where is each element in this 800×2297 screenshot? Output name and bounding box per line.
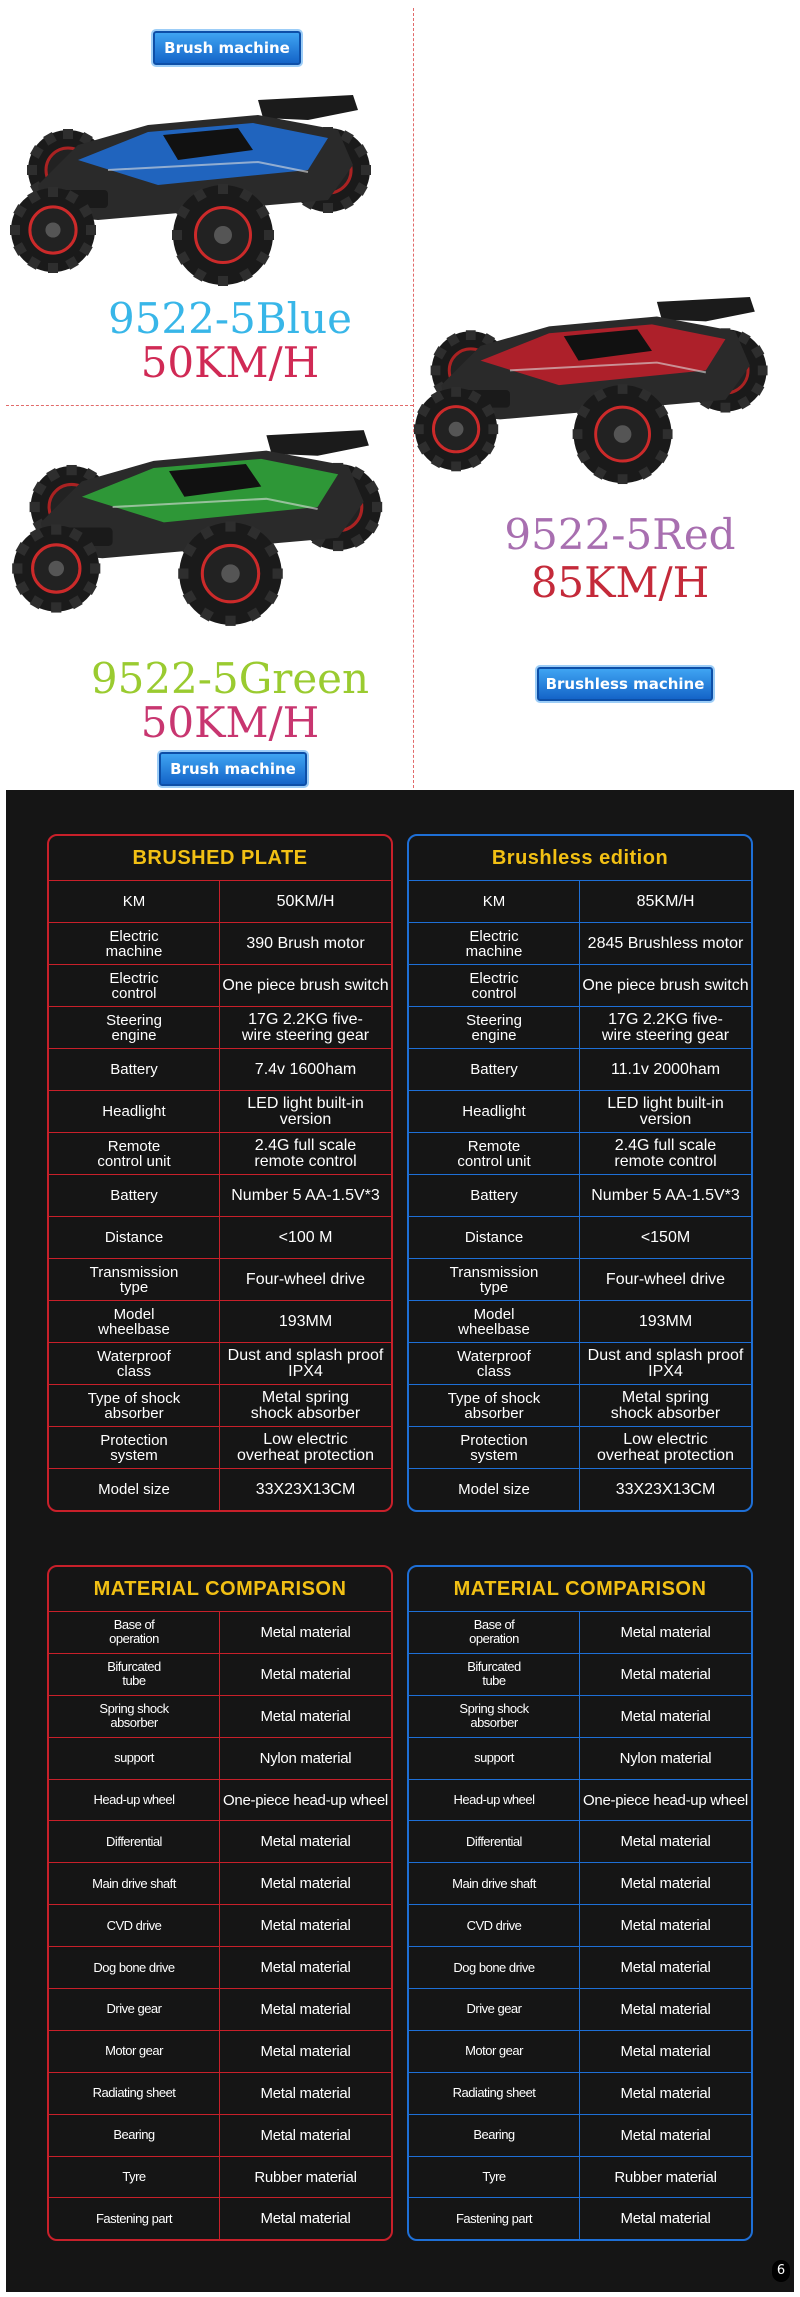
tire-tread <box>414 424 424 434</box>
row-value: Metal material <box>580 1820 751 1862</box>
row-value: Number 5 AA-1.5V*3 <box>220 1174 391 1216</box>
row-value: Metal material <box>220 2072 391 2114</box>
row-value: Metal material <box>220 1611 391 1653</box>
row-label: Head-up wheel <box>49 1779 220 1821</box>
row-label: Electric machine <box>49 922 220 964</box>
tire-tread <box>573 429 583 439</box>
row-label: Fastening part <box>49 2197 220 2239</box>
table-row <box>49 2072 391 2114</box>
table-row <box>49 2114 391 2156</box>
tire-tread <box>466 330 476 340</box>
row-value: 33X23X13CM <box>580 1468 751 1510</box>
tire-tread <box>48 187 58 197</box>
tire-tread <box>372 502 382 512</box>
row-label: Battery <box>49 1048 220 1090</box>
row-value: Metal material <box>580 1653 751 1695</box>
row-value: 50KM/H <box>220 880 391 922</box>
tire-tread <box>323 203 333 213</box>
row-label: Dog bone drive <box>409 1946 580 1988</box>
row-label: Battery <box>409 1048 580 1090</box>
row-value: Metal material <box>580 1946 751 1988</box>
table-row <box>49 1384 391 1426</box>
row-label: Differential <box>49 1820 220 1862</box>
table-row <box>49 1820 391 1862</box>
row-value: Metal material <box>580 2072 751 2114</box>
tire-tread <box>67 465 77 475</box>
tire-tread <box>264 230 274 240</box>
row-label: Main drive shaft <box>49 1862 220 1904</box>
tire-tread <box>51 602 61 612</box>
row-label: Dog bone drive <box>49 1946 220 1988</box>
table-row <box>49 1258 391 1300</box>
tire-tread <box>48 263 58 273</box>
product-name-blue: 9522-5Blue <box>107 294 352 343</box>
badge-brushless-machine-red: Brushless machine <box>537 667 713 701</box>
row-value: Metal material <box>220 1820 391 1862</box>
row-label: KM <box>409 880 580 922</box>
row-value: 11.1v 2000ham <box>580 1048 751 1090</box>
badge-brush-machine-blue: Brush machine <box>153 31 301 65</box>
table-row <box>409 1946 751 1988</box>
row-value: LED light built-in version <box>220 1090 391 1132</box>
row-value: Low electric overheat protection <box>220 1426 391 1468</box>
row-label: Transmission type <box>409 1258 580 1300</box>
table-row <box>409 1426 751 1468</box>
table-row <box>49 1946 391 1988</box>
tire-tread <box>178 569 188 579</box>
table-row <box>409 1132 751 1174</box>
table-row <box>49 1300 391 1342</box>
row-value: Nylon material <box>220 1737 391 1779</box>
row-label: Type of shock absorber <box>49 1384 220 1426</box>
table-row <box>409 1342 751 1384</box>
table-row <box>409 880 751 922</box>
row-value: 390 Brush motor <box>220 922 391 964</box>
spec-table-brushed <box>47 834 393 1512</box>
tire-tread <box>225 616 235 626</box>
row-value: 2845 Brushless motor <box>580 922 751 964</box>
table-row <box>49 1862 391 1904</box>
table-title: Brushless edition <box>491 846 669 869</box>
tire-tread <box>361 165 371 175</box>
row-label: Bearing <box>409 2114 580 2156</box>
table-row <box>409 1820 751 1862</box>
rear-spoiler <box>266 430 369 456</box>
table-row <box>409 2197 751 2239</box>
table-row <box>49 1695 391 1737</box>
table-row <box>409 1258 751 1300</box>
row-value: Metal spring shock absorber <box>580 1384 751 1426</box>
row-value: Dust and splash proof IPX4 <box>580 1342 751 1384</box>
table-row <box>49 1988 391 2030</box>
table-row <box>409 922 751 964</box>
row-label: Transmission type <box>49 1258 220 1300</box>
car-image-blue <box>8 90 398 290</box>
row-value: One-piece head-up wheel <box>580 1779 751 1821</box>
table-title: BRUSHED PLATE <box>132 846 308 869</box>
table-row <box>409 1779 751 1821</box>
tire-tread <box>27 165 37 175</box>
tire-tread <box>86 225 96 235</box>
row-value: One-piece head-up wheel <box>220 1779 391 1821</box>
row-value: LED light built-in version <box>580 1090 751 1132</box>
table-row <box>49 1779 391 1821</box>
row-label: Waterproof class <box>49 1342 220 1384</box>
wheel-hub <box>449 422 464 437</box>
table-row <box>409 2156 751 2198</box>
row-value: Metal material <box>580 1988 751 2030</box>
row-value: Metal material <box>220 1904 391 1946</box>
table-row <box>409 1468 751 1510</box>
row-value: 2.4G full scale remote control <box>220 1132 391 1174</box>
row-value: Four-wheel drive <box>220 1258 391 1300</box>
wheel-hub <box>49 561 64 576</box>
product-speed-green: 50KM/H <box>140 698 320 747</box>
row-label: Fastening part <box>409 2197 580 2239</box>
spec-section <box>6 790 794 2292</box>
row-label: Radiating sheet <box>49 2072 220 2114</box>
row-label: Bifurcated tube <box>49 1653 220 1695</box>
tire-tread <box>30 502 40 512</box>
product-speed-red: 85KM/H <box>530 558 710 607</box>
table-row <box>49 1006 391 1048</box>
tire-tread <box>431 366 441 376</box>
tire-tread <box>758 366 768 376</box>
spec-table-brushless <box>407 834 753 1512</box>
table-row <box>409 964 751 1006</box>
row-label: Protection system <box>409 1426 580 1468</box>
table-row <box>49 1174 391 1216</box>
row-value: Metal material <box>580 2114 751 2156</box>
tire-tread <box>451 462 461 472</box>
row-value: Metal material <box>580 2197 751 2239</box>
row-label: Model size <box>409 1468 580 1510</box>
row-label: Drive gear <box>409 1988 580 2030</box>
row-value: Metal material <box>220 1988 391 2030</box>
row-label: Base of operation <box>409 1611 580 1653</box>
row-value: Nylon material <box>580 1737 751 1779</box>
table-row <box>409 1988 751 2030</box>
rear-spoiler <box>657 297 755 321</box>
badge-brush-machine-green: Brush machine <box>159 752 307 786</box>
row-label: Head-up wheel <box>409 1779 580 1821</box>
row-value: Metal material <box>580 2030 751 2072</box>
row-label: CVD drive <box>409 1904 580 1946</box>
row-label: Base of operation <box>49 1611 220 1653</box>
row-value: One piece brush switch <box>580 964 751 1006</box>
tire-tread <box>663 429 673 439</box>
row-value: Metal material <box>220 1946 391 1988</box>
row-label: Tyre <box>409 2156 580 2198</box>
table-row <box>409 1216 751 1258</box>
table-row <box>409 1300 751 1342</box>
row-value: Dust and splash proof IPX4 <box>220 1342 391 1384</box>
row-value: Metal material <box>220 1695 391 1737</box>
row-label: Model size <box>49 1468 220 1510</box>
row-value: Metal material <box>220 2197 391 2239</box>
row-value: 2.4G full scale remote control <box>580 1132 751 1174</box>
wheel-hub <box>45 222 60 237</box>
row-value: 17G 2.2KG five- wire steering gear <box>220 1006 391 1048</box>
row-label: Electric control <box>49 964 220 1006</box>
row-label: Radiating sheet <box>409 2072 580 2114</box>
divider-horizontal <box>6 405 413 406</box>
row-value: Metal material <box>220 1653 391 1695</box>
row-label: support <box>49 1737 220 1779</box>
table-row <box>409 1174 751 1216</box>
row-value: 193MM <box>580 1300 751 1342</box>
row-label: Distance <box>409 1216 580 1258</box>
table-row <box>49 1904 391 1946</box>
row-label: Headlight <box>409 1090 580 1132</box>
row-label: Motor gear <box>49 2030 220 2072</box>
row-value: Rubber material <box>220 2156 391 2198</box>
tire-tread <box>618 474 628 484</box>
tire-tread <box>618 384 628 394</box>
table-row <box>409 1048 751 1090</box>
table-row <box>409 2030 751 2072</box>
table-row <box>49 1468 391 1510</box>
row-label: Tyre <box>49 2156 220 2198</box>
row-label: support <box>409 1737 580 1779</box>
product-name-green: 9522-5Green <box>90 654 370 703</box>
tire-tread <box>218 276 228 286</box>
table-row <box>409 1862 751 1904</box>
row-value: Metal material <box>220 2114 391 2156</box>
table-row <box>49 1090 391 1132</box>
tire-tread <box>172 230 182 240</box>
row-value: 193MM <box>220 1300 391 1342</box>
row-label: Spring shock absorber <box>49 1695 220 1737</box>
table-title: MATERIAL COMPARISON <box>93 1577 347 1600</box>
table-row <box>49 1342 391 1384</box>
row-label: Main drive shaft <box>409 1862 580 1904</box>
row-value: 85KM/H <box>580 880 751 922</box>
table-row <box>409 1904 751 1946</box>
row-value: <100 M <box>220 1216 391 1258</box>
car-image-green <box>10 425 410 630</box>
row-label: Distance <box>49 1216 220 1258</box>
row-label: Bearing <box>49 2114 220 2156</box>
table-row <box>49 1048 391 1090</box>
table-row <box>49 880 391 922</box>
row-label: Type of shock absorber <box>409 1384 580 1426</box>
table-row <box>49 1426 391 1468</box>
table-row <box>409 2114 751 2156</box>
row-label: Battery <box>409 1174 580 1216</box>
row-value: 33X23X13CM <box>220 1468 391 1510</box>
table-row <box>409 1384 751 1426</box>
tire-tread <box>63 129 73 139</box>
row-label: Steering engine <box>49 1006 220 1048</box>
tire-tread <box>218 184 228 194</box>
wheel-hub <box>221 564 239 582</box>
table-row <box>409 1737 751 1779</box>
table-row <box>49 1611 391 1653</box>
row-label: Battery <box>49 1174 220 1216</box>
tire-tread <box>721 403 731 413</box>
row-label: Waterproof class <box>409 1342 580 1384</box>
row-label: Bifurcated tube <box>409 1653 580 1695</box>
row-label: Model wheelbase <box>49 1300 220 1342</box>
row-label: KM <box>49 880 220 922</box>
table-row <box>409 1695 751 1737</box>
tire-tread <box>90 563 100 573</box>
row-value: 7.4v 1600ham <box>220 1048 391 1090</box>
row-label: Steering engine <box>409 1006 580 1048</box>
row-label: Protection system <box>49 1426 220 1468</box>
tire-tread <box>12 563 22 573</box>
product-name-red: 9522-5Red <box>504 510 736 559</box>
row-label: Drive gear <box>49 1988 220 2030</box>
tire-tread <box>10 225 20 235</box>
row-value: One piece brush switch <box>220 964 391 1006</box>
row-label: Remote control unit <box>409 1132 580 1174</box>
row-label: Electric machine <box>409 922 580 964</box>
table-row <box>49 1653 391 1695</box>
corner-page-badge: 6 <box>772 2260 790 2282</box>
material-table-brushless <box>407 1565 753 2241</box>
table-row <box>409 1653 751 1695</box>
tire-tread <box>51 524 61 534</box>
row-value: Rubber material <box>580 2156 751 2198</box>
row-label: Differential <box>409 1820 580 1862</box>
table-row <box>409 1006 751 1048</box>
row-value: Low electric overheat protection <box>580 1426 751 1468</box>
row-label: Electric control <box>409 964 580 1006</box>
row-label: CVD drive <box>49 1904 220 1946</box>
row-label: Headlight <box>49 1090 220 1132</box>
wheel-hub <box>614 425 632 443</box>
table-row <box>409 2072 751 2114</box>
table-row <box>49 922 391 964</box>
car-image-red <box>412 290 794 490</box>
row-value: <150M <box>580 1216 751 1258</box>
table-row <box>49 2197 391 2239</box>
table-row <box>49 1216 391 1258</box>
tire-tread <box>333 541 343 551</box>
wheel-hub <box>214 226 232 244</box>
row-value: Metal material <box>220 1862 391 1904</box>
row-label: Model wheelbase <box>409 1300 580 1342</box>
table-row <box>409 1611 751 1653</box>
row-value: Number 5 AA-1.5V*3 <box>580 1174 751 1216</box>
row-value: Metal material <box>580 1904 751 1946</box>
row-value: Metal material <box>220 2030 391 2072</box>
rear-spoiler <box>258 95 358 120</box>
row-value: Metal spring shock absorber <box>220 1384 391 1426</box>
row-label: Spring shock absorber <box>409 1695 580 1737</box>
table-row <box>49 964 391 1006</box>
row-value: Four-wheel drive <box>580 1258 751 1300</box>
material-table-brushed <box>47 1565 393 2241</box>
tire-tread <box>273 569 283 579</box>
tire-tread <box>225 521 235 531</box>
table-row <box>49 1737 391 1779</box>
table-row <box>409 1090 751 1132</box>
table-row <box>49 2156 391 2198</box>
table-row <box>49 2030 391 2072</box>
product-showcase <box>0 0 800 790</box>
product-speed-blue: 50KM/H <box>140 338 320 387</box>
row-value: Metal material <box>580 1611 751 1653</box>
row-value: Metal material <box>580 1862 751 1904</box>
tire-tread <box>488 424 498 434</box>
tire-tread <box>451 387 461 397</box>
table-title: MATERIAL COMPARISON <box>453 1577 707 1600</box>
table-row <box>49 1132 391 1174</box>
row-value: 17G 2.2KG five- wire steering gear <box>580 1006 751 1048</box>
row-label: Remote control unit <box>49 1132 220 1174</box>
row-label: Motor gear <box>409 2030 580 2072</box>
row-value: Metal material <box>580 1695 751 1737</box>
